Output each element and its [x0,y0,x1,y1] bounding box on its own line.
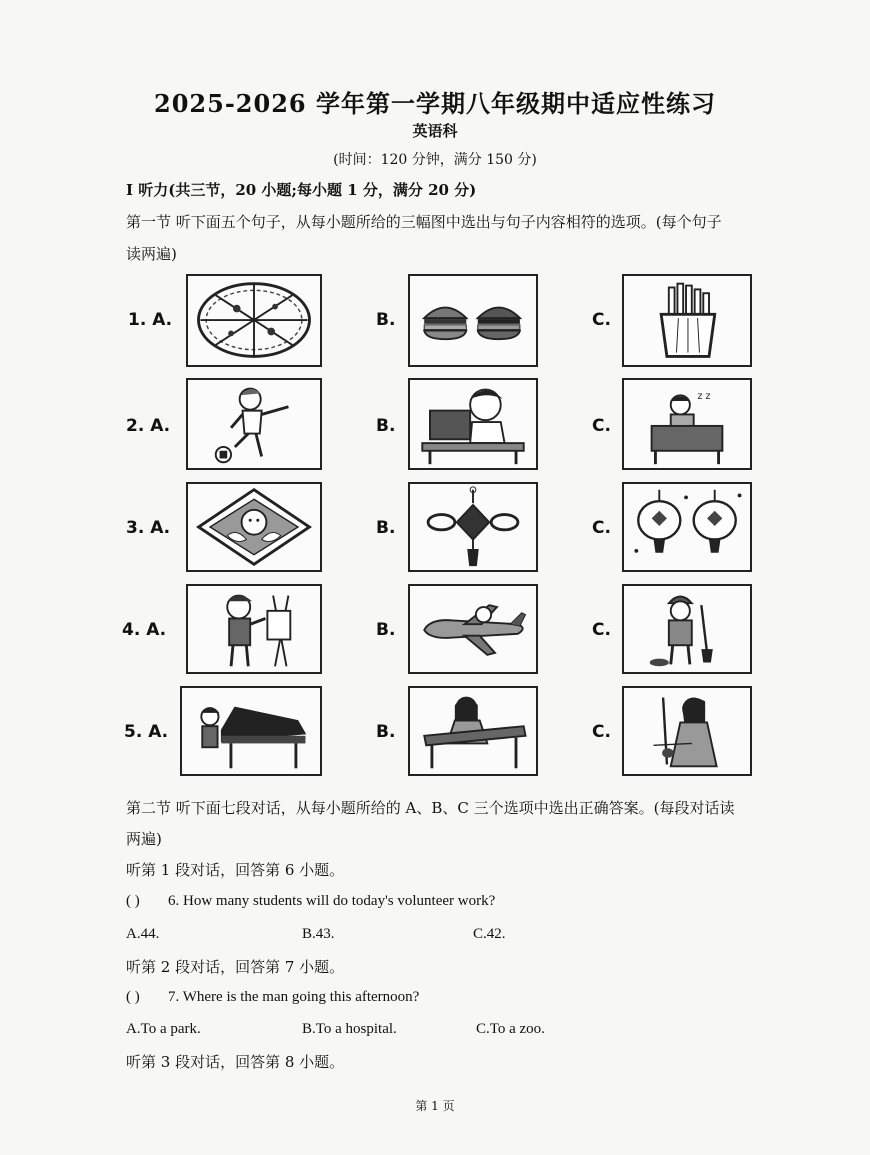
chinese-knot-icon [408,482,538,572]
question-1-label: 1. A. [128,310,173,330]
question-2-label: 2. A. [126,416,171,436]
pizza-icon [186,274,322,367]
question-4-c-label: C. [592,620,611,640]
answer-bracket-6[interactable]: ( ) [126,893,140,909]
question-1-c-label: C. [592,310,611,330]
part2-instruction-cont: 两遍) [126,830,162,848]
question-4-label: 4. A. [122,620,167,640]
question-5-c-label: C. [592,722,611,742]
question-7-option-c: C.To a zoo. [476,1021,545,1037]
part2-instruction: 第二节 听下面七段对话，从每小题所给的 A、B、C 三个选项中选出正确答案。(每段对话读 [126,799,735,817]
girl-playing-guzheng-icon [408,686,538,776]
boy-sleeping-at-desk-icon [622,378,752,470]
question-7-text: 7. Where is the man going this afternoon? [168,989,420,1005]
question-7-option-a: A.To a park. [126,1021,201,1037]
dialog-1-prompt: 听第 1 段对话，回答第 6 小题。 [126,861,345,879]
question-5-label: 5. A. [124,722,169,742]
worker-shovel-icon [622,584,752,674]
question-6-option-b: B.43. [302,926,335,942]
hamburgers-icon [408,274,538,367]
answer-bracket-7[interactable]: ( ) [126,989,140,1005]
question-6-option-c: C.42. [473,926,506,942]
girl-playing-piano-icon [180,686,322,776]
dialog-2-prompt: 听第 2 段对话，回答第 7 小题。 [126,958,345,976]
time-info: (时间：120 分钟，满分 150 分) [333,152,537,168]
painter-icon [186,584,322,674]
question-2-b-label: B. [376,416,396,436]
lanterns-icon [622,482,752,572]
part1-instruction: 第一节 听下面五个句子，从每小题所给的三幅图中选出与句子内容相符的选项。(每个句子 [126,213,722,231]
question-5-b-label: B. [376,722,396,742]
question-2-c-label: C. [592,416,611,436]
pilot-airplane-icon [408,584,538,674]
section-heading: I 听力(共三节，20 小题;每小题 1 分，满分 20 分) [126,181,477,199]
svg-text:z z: z z [697,391,711,403]
question-3-c-label: C. [592,518,611,538]
exam-title: 2025-2026 学年第一学期八年级期中适应性练习 [154,89,716,118]
french-fries-icon [622,274,752,367]
question-1-b-label: B. [376,310,396,330]
boy-playing-football-icon [186,378,322,470]
question-7-option-b: B.To a hospital. [302,1021,397,1037]
boy-using-computer-icon [408,378,538,470]
page-number: 第 1 页 [415,1099,455,1113]
subject-label: 英语科 [412,122,458,140]
woman-playing-erhu-icon [622,686,752,776]
dialog-3-prompt: 听第 3 段对话，回答第 8 小题。 [126,1053,345,1071]
question-6-text: 6. How many students will do today's volunteer work? [168,893,496,909]
question-6-option-a: A.44. [126,926,160,942]
question-4-b-label: B. [376,620,396,640]
part1-instruction-cont: 读两遍) [126,245,177,263]
paper-cutting-icon [186,482,322,572]
question-3-label: 3. A. [126,518,171,538]
question-3-b-label: B. [376,518,396,538]
